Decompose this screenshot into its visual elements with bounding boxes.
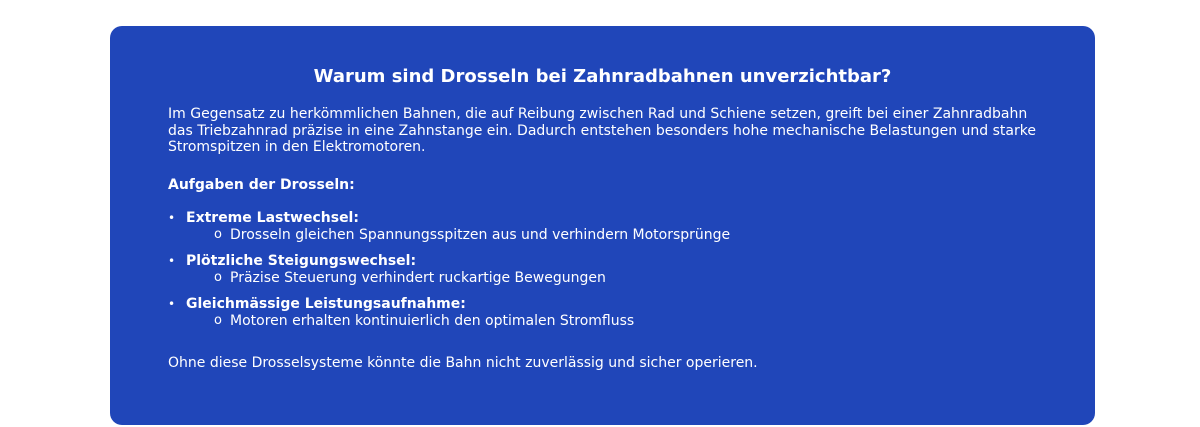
info-card (110, 26, 1095, 425)
task-detail: Präzise Steuerung verhindert ruckartige Bewegungen (230, 269, 606, 286)
task-detail: Drosseln gleichen Spannungsspitzen aus und verhindern Motorsprünge (230, 226, 731, 243)
bullet-icon: • (168, 296, 176, 311)
list-item (168, 296, 1037, 329)
task-list (168, 210, 1037, 329)
circle-bullet-icon: o (214, 226, 222, 242)
task-detail: Motoren erhalten kontinuierlich den optimalen Stromfluss (230, 312, 635, 329)
sub-list (186, 313, 1037, 329)
bullet-icon: • (168, 253, 176, 268)
intro-paragraph: Im Gegensatz zu herkömmlichen Bahnen, die auf Reibung zwischen Rad und Schiene setzen, greift bei einer Zahnradbahn das Triebzahnrad präzise in eine Zahnstange ein. Dadurch entstehen besonders hohe mechanische Belastungen und starke Stromspitzen in den Elektromotoren. (168, 106, 1036, 155)
list-item (168, 253, 1037, 286)
task-title: Plötzliche Steigungswechsel: (186, 252, 417, 269)
sub-list-item (214, 227, 1037, 243)
list-item (168, 210, 1037, 243)
closing-paragraph: Ohne diese Drosselsysteme könnte die Bahn nicht zuverlässig und sicher operieren. (168, 354, 758, 371)
sub-list (186, 227, 1037, 243)
task-title: Extreme Lastwechsel: (186, 209, 359, 226)
section-heading: Aufgaben der Drosseln: (168, 176, 355, 193)
circle-bullet-icon: o (214, 269, 222, 285)
bullet-icon: • (168, 210, 176, 225)
circle-bullet-icon: o (214, 312, 222, 328)
sub-list-item (214, 270, 1037, 286)
task-title: Gleichmässige Leistungsaufnahme: (186, 295, 466, 312)
sub-list (186, 270, 1037, 286)
sub-list-item (214, 313, 1037, 329)
card-title: Warum sind Drosseln bei Zahnradbahnen unverzichtbar? (313, 66, 892, 87)
